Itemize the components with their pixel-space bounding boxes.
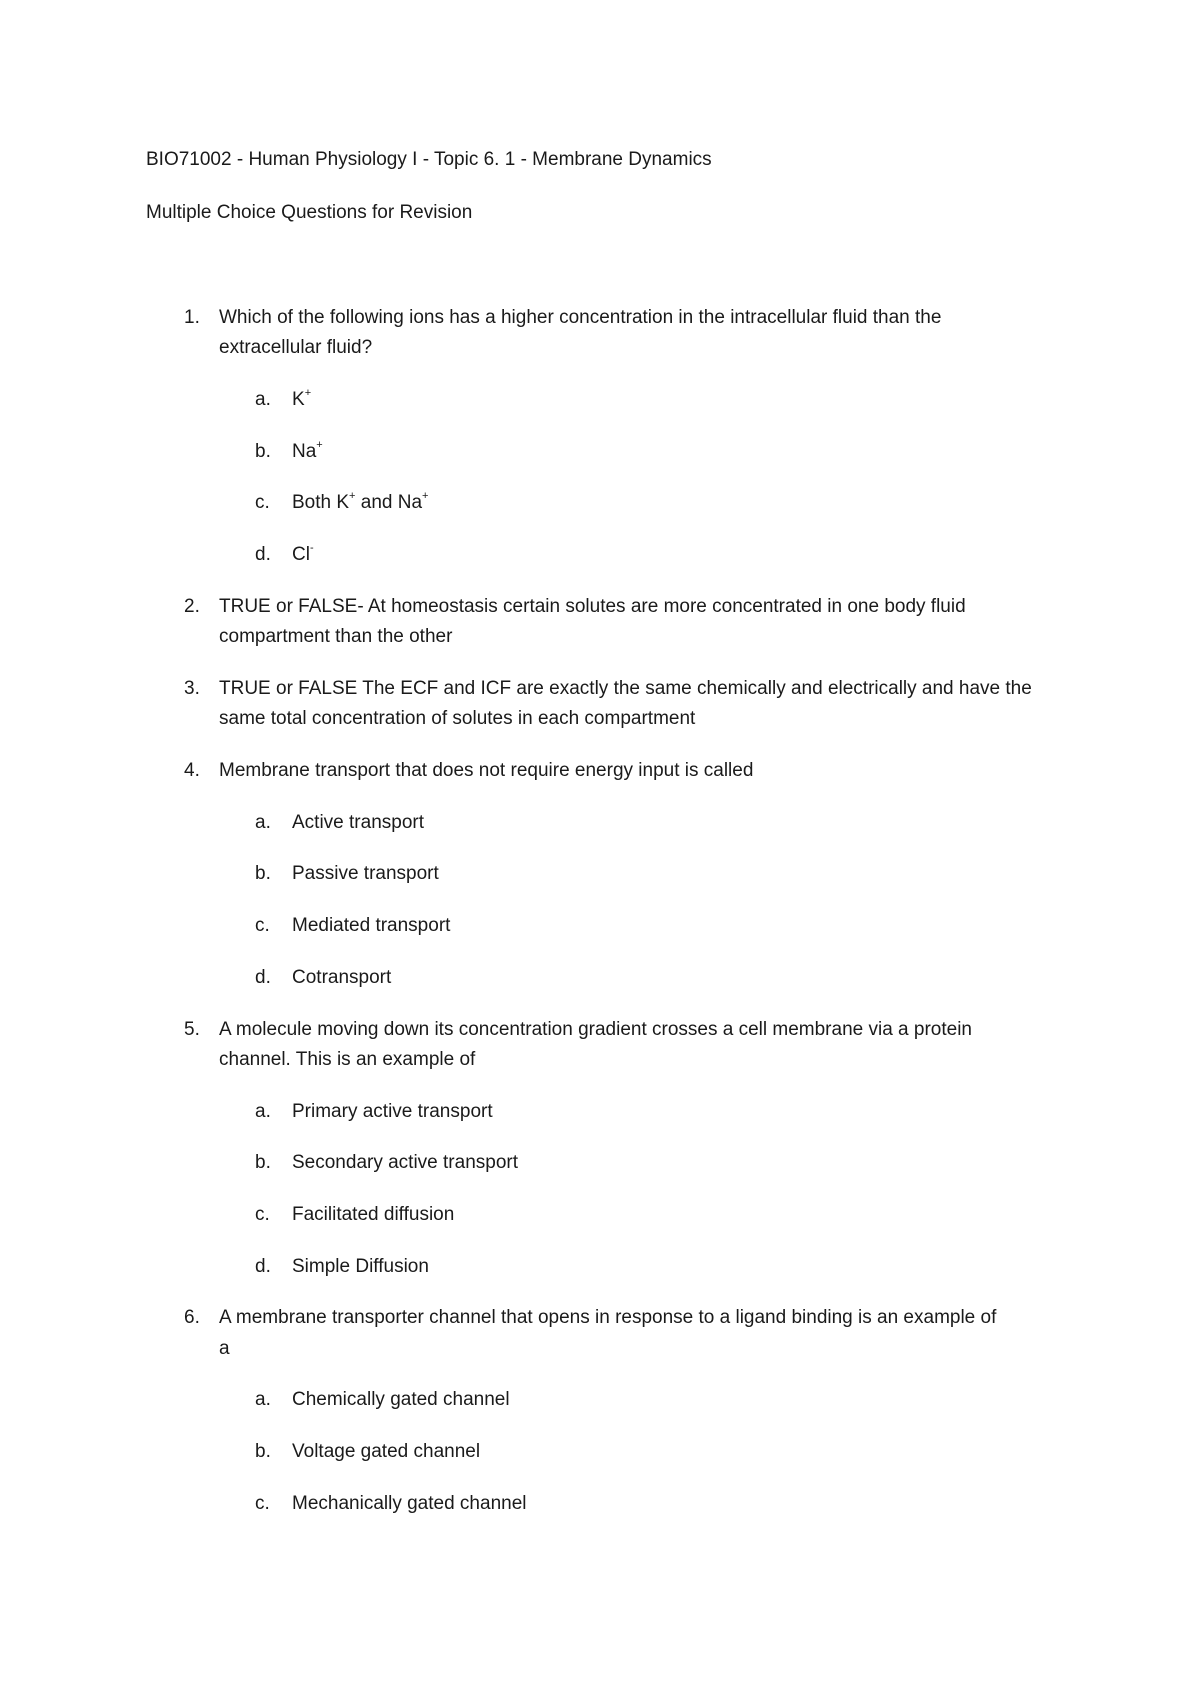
- question-text: Which of the following ions has a higher concentration in the intracellular fluid than the: [219, 307, 942, 328]
- option-text: Cl-: [292, 541, 314, 565]
- option-letter: b.: [255, 1441, 271, 1462]
- option-letter: b.: [255, 1152, 271, 1173]
- option-text: Secondary active transport: [292, 1152, 519, 1173]
- option-text: Primary active transport: [292, 1101, 493, 1122]
- option-letter: a.: [255, 1389, 271, 1410]
- option-letter: d.: [255, 1256, 271, 1277]
- option-text: Passive transport: [292, 863, 439, 884]
- document-subtitle: Multiple Choice Questions for Revision: [146, 202, 473, 223]
- option-letter: b.: [255, 441, 271, 462]
- option-letter: a.: [255, 1101, 271, 1122]
- option-letter: b.: [255, 863, 271, 884]
- question-text-continued: a: [219, 1338, 230, 1359]
- question-text: TRUE or FALSE The ECF and ICF are exactly the same chemically and electrically and have the: [219, 678, 1032, 699]
- option-letter: c.: [255, 1204, 270, 1225]
- question-text: Membrane transport that does not require energy input is called: [219, 760, 754, 781]
- question-number: 3.: [184, 678, 200, 699]
- question-text: A molecule moving down its concentration gradient crosses a cell membrane via a protein: [219, 1019, 972, 1040]
- option-letter: c.: [255, 1493, 270, 1514]
- option-text: Simple Diffusion: [292, 1256, 429, 1277]
- question-text-continued: same total concentration of solutes in each compartment: [219, 708, 696, 729]
- option-letter: c.: [255, 915, 270, 936]
- question-number: 5.: [184, 1019, 200, 1040]
- option-letter: d.: [255, 967, 271, 988]
- option-text: Both K+ and Na+: [292, 489, 429, 513]
- question-text-continued: extracellular fluid?: [219, 337, 373, 358]
- option-letter: c.: [255, 492, 270, 513]
- question-text: TRUE or FALSE- At homeostasis certain solutes are more concentrated in one body fluid: [219, 596, 966, 617]
- document-title: BIO71002 - Human Physiology I - Topic 6. 1 - Membrane Dynamics: [146, 149, 712, 170]
- option-text: Voltage gated channel: [292, 1441, 481, 1462]
- option-text: Chemically gated channel: [292, 1389, 510, 1410]
- question-number: 4.: [184, 760, 200, 781]
- question-text-continued: compartment than the other: [219, 626, 453, 647]
- option-letter: d.: [255, 544, 271, 565]
- question-number: 6.: [184, 1307, 200, 1328]
- question-number: 2.: [184, 596, 200, 617]
- question-number: 1.: [184, 307, 200, 328]
- option-text: Mediated transport: [292, 915, 451, 936]
- option-text: K+: [292, 386, 312, 410]
- question-text: A membrane transporter channel that opens in response to a ligand binding is an example of: [219, 1307, 997, 1328]
- option-text: Facilitated diffusion: [292, 1204, 455, 1225]
- option-text: Mechanically gated channel: [292, 1493, 527, 1514]
- option-text: Na+: [292, 438, 323, 462]
- option-letter: a.: [255, 389, 271, 410]
- option-letter: a.: [255, 812, 271, 833]
- option-text: Cotransport: [292, 967, 392, 988]
- option-text: Active transport: [292, 812, 424, 833]
- question-text-continued: channel. This is an example of: [219, 1049, 476, 1070]
